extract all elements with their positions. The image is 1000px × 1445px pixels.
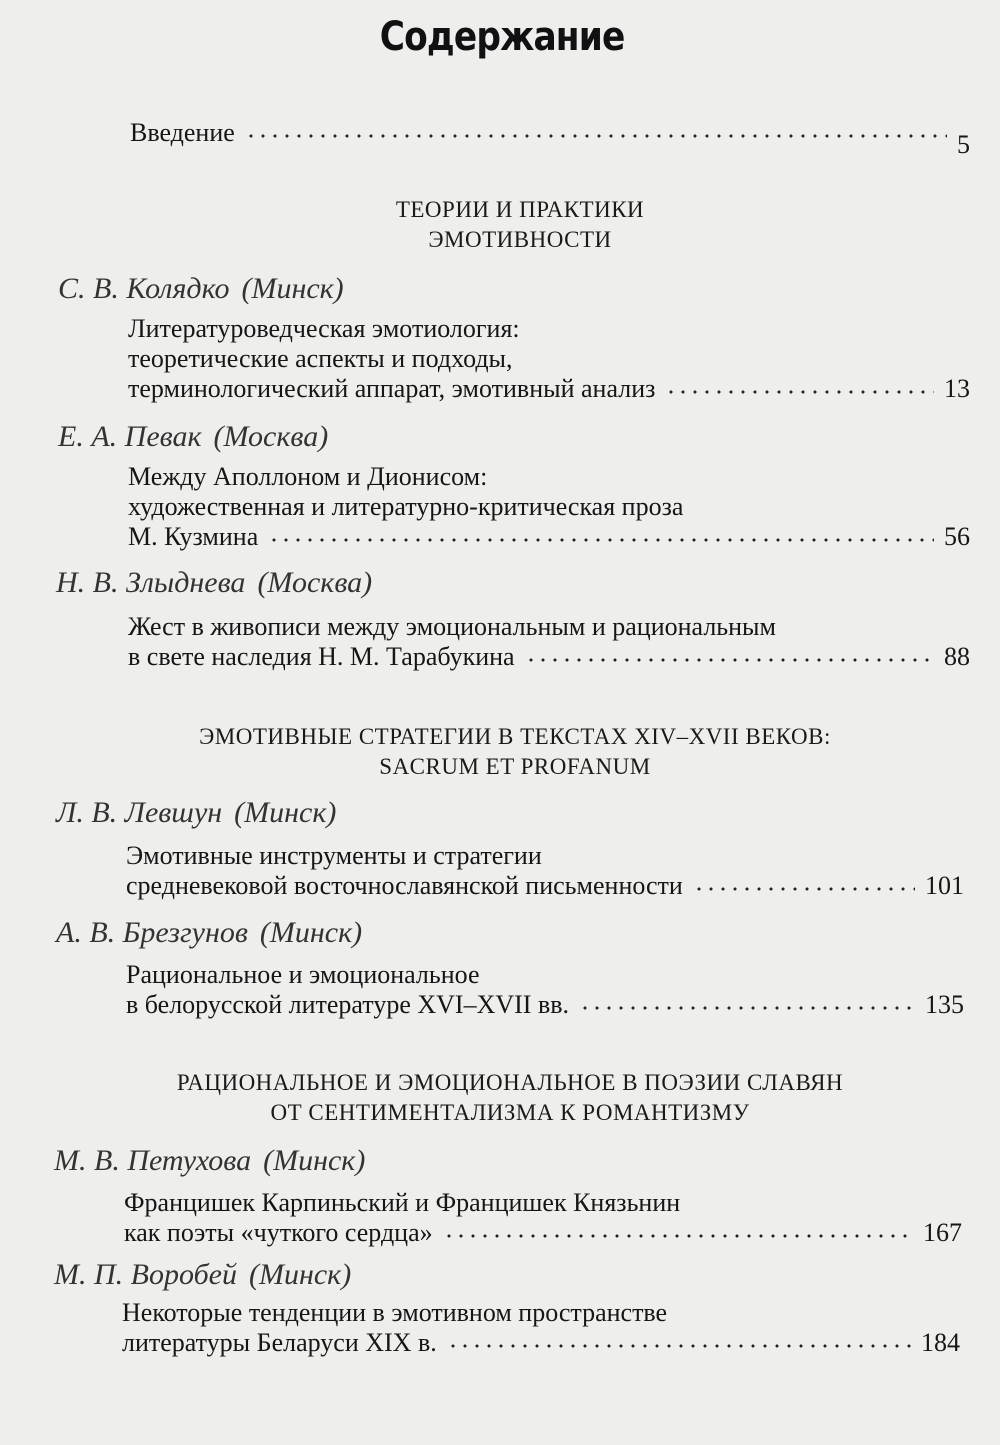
toc-entry-title: в белорусской литературе XVI–XVII вв. xyxy=(126,990,569,1019)
page-number: 56 xyxy=(944,522,970,551)
toc-entry-title: М. Кузмина xyxy=(128,522,259,551)
toc-entry-line: теоретические аспекты и подходы, xyxy=(128,344,513,373)
toc-entry-last-line xyxy=(124,1218,962,1248)
page-number: 13 xyxy=(944,374,970,403)
toc-entry-last-line xyxy=(122,1328,960,1358)
dot-leader xyxy=(443,1233,913,1239)
page-title: Содержание xyxy=(379,14,625,60)
author-city: (Минск) xyxy=(241,272,344,305)
section-heading-line: РАЦИОНАЛЬНОЕ И ЭМОЦИОНАЛЬНОЕ В ПОЭЗИИ СЛАВЯН xyxy=(176,1070,844,1095)
author: Л. В. Левшун xyxy=(56,796,223,829)
section-heading-line: ЭМОТИВНОСТИ xyxy=(428,227,612,252)
section-heading xyxy=(0,195,1000,255)
toc-entry-last-line xyxy=(128,642,970,672)
toc-entry xyxy=(124,1188,962,1248)
author-city: (Минск) xyxy=(234,796,337,829)
author: Н. В. Злыднева xyxy=(56,566,246,599)
author: А. В. Брезгунов xyxy=(56,916,248,949)
author-name xyxy=(58,420,328,454)
toc-entry xyxy=(126,960,964,1020)
author: С. В. Колядко xyxy=(58,272,230,305)
section-heading-line: ТЕОРИИ И ПРАКТИКИ xyxy=(395,197,645,222)
toc-entry-title: как поэты «чуткого сердца» xyxy=(124,1218,433,1247)
section-heading xyxy=(0,722,1000,782)
toc-entry-intro xyxy=(130,118,970,159)
author-name xyxy=(56,566,372,600)
dot-leader xyxy=(268,537,934,543)
toc-entry-title: литературы Беларуси XIX в. xyxy=(122,1328,437,1357)
toc-entry xyxy=(128,462,970,552)
page-number: 167 xyxy=(923,1218,962,1247)
author-name xyxy=(56,916,362,950)
toc-entry-last-line xyxy=(128,522,970,552)
toc-entry-line: художественная и литературно-критическая проза xyxy=(128,492,684,521)
dot-leader xyxy=(447,1343,911,1349)
author-city: (Москва) xyxy=(257,566,373,599)
dot-leader xyxy=(525,657,934,663)
toc-entry-title: в свете наследия Н. М. Тарабукина xyxy=(128,642,515,671)
section-heading xyxy=(0,1068,1000,1128)
toc-entry-line: Эмотивные инструменты и стратегии xyxy=(126,841,542,870)
author-name xyxy=(54,1258,351,1292)
dot-leader xyxy=(245,133,947,139)
author-city: (Минск) xyxy=(263,1144,366,1177)
toc-entry-line: Рациональное и эмоциональное xyxy=(126,960,480,989)
author-name xyxy=(56,796,336,830)
toc-entry-line: Жест в живописи между эмоциональным и рациональным xyxy=(128,612,776,641)
author-city: (Минск) xyxy=(259,916,363,949)
toc-entry-last-line xyxy=(126,871,964,901)
toc-entry-line: Литературоведческая эмотиология: xyxy=(128,314,520,343)
toc-entry-line: Францишек Карпиньский и Францишек Князьнин xyxy=(124,1188,681,1217)
toc-entry-last-line xyxy=(128,374,970,404)
author-city: (Москва) xyxy=(213,420,329,453)
author-city: (Минск) xyxy=(249,1258,352,1291)
page-number: 5 xyxy=(957,130,970,159)
toc-entry xyxy=(126,841,964,901)
page-number: 101 xyxy=(925,871,964,900)
author: М. В. Петухова xyxy=(54,1144,252,1177)
toc-entry xyxy=(122,1298,960,1358)
author-name xyxy=(58,272,344,306)
page-number: 88 xyxy=(944,642,970,671)
dot-leader xyxy=(693,886,915,892)
section-heading-line: ЭМОТИВНЫЕ СТРАТЕГИИ В ТЕКСТАХ XIV–XVII ВЕКОВ: xyxy=(199,724,831,749)
toc-entry xyxy=(128,314,970,404)
section-heading-line: ОТ СЕНТИМЕНТАЛИЗМА К РОМАНТИЗМУ xyxy=(270,1100,750,1125)
toc-entry xyxy=(128,612,970,672)
toc-entry-line: Некоторые тенденции в эмотивном пространстве xyxy=(122,1298,668,1327)
page-number: 184 xyxy=(921,1328,960,1357)
author: М. П. Воробей xyxy=(54,1258,237,1291)
author-name xyxy=(54,1144,365,1178)
toc-entry-last-line xyxy=(126,990,964,1020)
dot-leader xyxy=(665,389,934,395)
author: Е. А. Певак xyxy=(58,420,202,453)
toc-entry-title: Введение xyxy=(130,118,235,147)
dot-leader xyxy=(579,1005,915,1011)
toc-entry-title: средневековой восточнославянской письменности xyxy=(126,871,683,900)
section-heading-line: SACRUM ET PROFANUM xyxy=(379,754,651,779)
toc-entry-line: Между Аполлоном и Дионисом: xyxy=(128,462,488,491)
toc-entry-last-line xyxy=(130,118,970,159)
page-number: 135 xyxy=(925,990,964,1019)
toc-entry-title: терминологический аппарат, эмотивный анализ xyxy=(128,374,656,403)
